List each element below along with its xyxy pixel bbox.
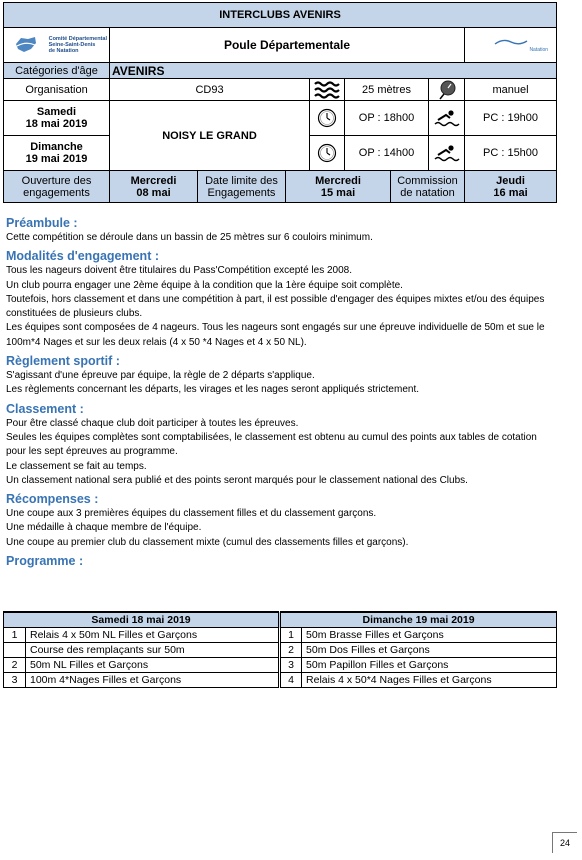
rules-content — [6, 215, 556, 572]
section-line: Une médaille à chaque membre de l'équipe. — [6, 522, 202, 534]
organisation-label: Organisation — [4, 79, 110, 101]
page-number: 24 — [552, 832, 577, 853]
pool-length: 25 mètres — [345, 79, 429, 101]
programme-day2-title: Dimanche 19 mai 2019 — [280, 612, 557, 628]
event-cell: 50m Brasse Filles et Garçons — [302, 628, 557, 643]
stopwatch-icon — [438, 80, 456, 100]
section-line: S'agissant d'une épreuve par équipe, la règle de 2 départs s'applique. — [6, 370, 315, 382]
section-line: Seules les équipes complètes sont comptabilisées, le classement est obtenu au cumul des points aux tables de cotation pour les sept épreuves au programme. — [6, 431, 537, 458]
section-modalites — [6, 248, 556, 350]
day2-clock-cell — [310, 136, 345, 171]
day2-label: Dimanche 19 mai 2019 — [4, 136, 110, 171]
section-line: Cette compétition se déroule dans un bassin de 25 mètres sur 6 couloirs minimum. — [6, 232, 373, 243]
limite-date: Mercredi 15 mai — [286, 171, 391, 203]
section-heading: Règlement sportif : — [6, 354, 120, 369]
swimmer-icon — [434, 108, 460, 128]
table-row: 1 Relais 4 x 50m NL Filles et Garçons 1 50m Brasse Filles et Garçons — [4, 628, 557, 643]
natation-logo: Natation — [465, 28, 557, 63]
section-heading: Récompenses : — [6, 492, 99, 507]
organisation-value: CD93 — [110, 79, 310, 101]
section-reglement — [6, 353, 556, 398]
section-programme — [6, 553, 556, 569]
section-line: Toutefois, hors classement et dans une compétition à part, il est possible d'engager des équipes mixtes et/ou des équipes constituées de plusieurs clubs. — [6, 293, 545, 320]
pool-cell — [310, 79, 345, 101]
ouverture-date: Mercredi 08 mai — [110, 171, 198, 203]
section-line: Pour être classé chaque club doit participer à toutes les épreuves. — [6, 417, 299, 429]
timing-cell — [429, 79, 465, 101]
day1-op: OP : 18h00 — [345, 101, 429, 136]
section-heading: Classement : — [6, 401, 84, 416]
day2-pc: PC : 15h00 — [465, 136, 557, 171]
section-line: Une coupe aux 3 premières équipes du classement filles et du classement garçons. — [6, 508, 377, 520]
event-cell: 50m Dos Filles et Garçons — [302, 643, 557, 658]
section-preambule — [6, 215, 556, 245]
section-classement — [6, 401, 556, 488]
section-line: Un classement national sera publié et des points seront marqués pour le classement national des Clubs. — [6, 474, 468, 486]
categories-value: AVENIRS — [110, 63, 557, 79]
committee-map-icon — [15, 36, 37, 54]
clock-icon — [317, 143, 337, 163]
section-heading: Préambule : — [6, 216, 78, 230]
day1-swimmer-cell — [429, 101, 465, 136]
venue: NOISY LE GRAND — [110, 101, 310, 171]
limite-label: Date limite des Engagements — [198, 171, 286, 203]
committee-logo: Comité Départemental Seine-Saint-Denis de Natation — [4, 28, 110, 63]
clock-icon — [317, 108, 337, 128]
pool-waves-icon — [314, 81, 340, 99]
day1-clock-cell — [310, 101, 345, 136]
section-line: Une coupe au premier club du classement mixte (cumul des classements filles et garçons). — [6, 536, 409, 548]
swimmer-icon — [434, 143, 460, 163]
programme-day1-title: Samedi 18 mai 2019 — [4, 612, 280, 628]
ouverture-label: Ouverture des engagements — [4, 171, 110, 203]
event-cell: Relais 4 x 50*4 Nages Filles et Garçons — [302, 673, 557, 688]
natation-wave-icon — [493, 37, 529, 47]
day2-op: OP : 14h00 — [345, 136, 429, 171]
programme-table — [3, 611, 557, 688]
section-heading: Programme : — [6, 554, 84, 569]
commission-date: Jeudi 16 mai — [465, 171, 557, 203]
section-line: Tous les nageurs doivent être titulaires du Pass'Compétition excepté les 2008. — [6, 265, 352, 277]
day2-swimmer-cell — [429, 136, 465, 171]
event-cell: 50m Papillon Filles et Garçons — [302, 658, 557, 673]
commission-label: Commission de natation — [391, 171, 465, 203]
event-header-table — [3, 2, 557, 203]
section-line: Le classement se fait au temps. — [6, 460, 147, 472]
categories-label: Catégories d'âge — [4, 63, 110, 79]
poule-title: Poule Départementale — [110, 28, 465, 63]
day1-pc: PC : 19h00 — [465, 101, 557, 136]
day1-label: Samedi 18 mai 2019 — [4, 101, 110, 136]
event-title: INTERCLUBS AVENIRS — [4, 3, 557, 28]
section-line: Les règlements concernant les départs, les virages et les nages seront appliqués strictement. — [6, 384, 419, 396]
section-heading: Modalités d'engagement : — [6, 249, 159, 264]
section-recompenses — [6, 491, 556, 550]
timing-value: manuel — [465, 79, 557, 101]
table-row: Course des remplaçants sur 50m 2 50m Dos Filles et Garçons — [4, 643, 557, 658]
table-row: 2 50m NL Filles et Garçons 3 50m Papillon Filles et Garçons — [4, 658, 557, 673]
event-cell: Course des remplaçants sur 50m — [26, 643, 280, 658]
section-line: Un club pourra engager une 2ème équipe à la condition que la 1ère équipe soit complète. — [6, 279, 403, 291]
table-row: 3 100m 4*Nages Filles et Garçons 4 Relais 4 x 50*4 Nages Filles et Garçons — [4, 673, 557, 688]
event-cell: Relais 4 x 50m NL Filles et Garçons — [26, 628, 280, 643]
event-cell: 50m NL Filles et Garçons — [26, 658, 280, 673]
section-line: Les équipes sont composées de 4 nageurs. Tous les nageurs sont engagés sur une épreuve individuelle de 50m et sue le 100m*4 Nages et sur les deux relais (4 x 50 *4 Nages et 4 x 50 NL). — [6, 322, 545, 348]
event-cell: 100m 4*Nages Filles et Garçons — [26, 673, 280, 688]
